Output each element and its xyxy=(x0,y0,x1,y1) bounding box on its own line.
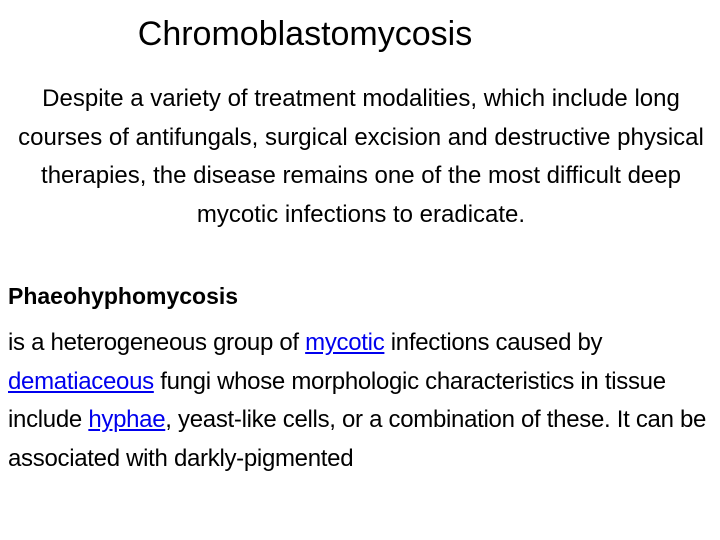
body-text-part-3: fungi whose morphologic characteristics in tissue include xyxy=(8,367,666,433)
body-text-part-2: infections caused by xyxy=(384,329,603,356)
section-heading: Phaeohyphomycosis xyxy=(8,283,239,309)
dematiaceous-link[interactable]: dematiaceous xyxy=(8,367,154,395)
body-text-part-4: , yeast-like cells, or a combination of these. It can be associated with darkly-pigmented xyxy=(8,406,707,472)
intro-paragraph: Despite a variety of treatment modalities, which include long courses of antifungals, surgical excision and destructive physical therapies, the disease remains one of the most difficult deep mycotic infections to eradicate. xyxy=(18,85,704,228)
hyphae-link[interactable]: hyphae xyxy=(88,406,166,433)
slide-title: Chromoblastomycosis xyxy=(137,15,473,53)
body-paragraph xyxy=(8,324,714,478)
mycotic-link[interactable]: mycotic xyxy=(305,329,385,356)
body-text-part-1: is a heterogeneous group of xyxy=(8,329,306,356)
